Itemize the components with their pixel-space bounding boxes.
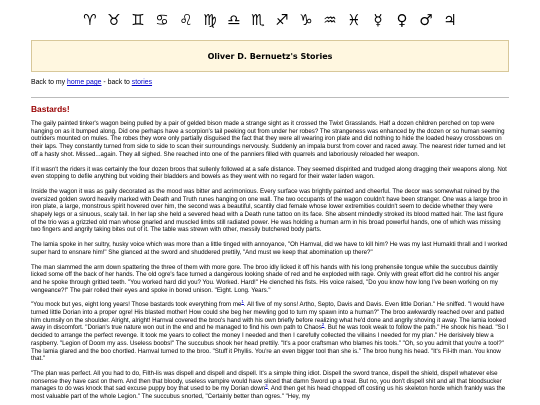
glyph-12: ♓	[347, 11, 361, 29]
glyph-5: ♌	[179, 11, 193, 29]
story-paragraph: Inside the wagon it was as gaily decorated as the mood was bitter and acrimonious. Every surface was brightly painted and cheerful. The decor was somewhat ruined by the oversized golden sword heavily marked with Death and Truth runes hanging on one wall. The two occupants of the wagon couldn't have been stranger. One was a large broo in iron plate, a large, monstrous spirit hovered over him, the second was a beautiful, scantily clad female whose lower extremities couldn't seem to decide whether they were shapely legs or a sinuous, scaly tail. In her lap she held a severed head with a Death rune tattoo on its face. She absent mindedly stroked its blood matted hair. The last figure of the trio was a grizzled old man whose gnarled and muscled limbs still radiated power. He was holding a human arm in his broad powerful hands, one of which was missing two fingers and angrily taking bites out of it. The table was strewn with other, messily butchered body parts.	[31, 187, 508, 234]
glyph-8: ♏	[251, 11, 265, 29]
story-paragraph	[31, 301, 509, 363]
glyph-4: ♋	[155, 11, 169, 29]
story-paragraph	[31, 370, 509, 401]
glyph-6: ♍	[203, 11, 217, 29]
paragraph-text: . All five of my sons! Artho, Septo, Davis and Davis. Even little Dorian." He sniffed. "I would have turned little Dorian into a proper ogre! His blasted mother! How could she beg her mewling god to turn my spawn into a human?" The broo awkwardly reached over and patted him clumsily on the shoulder.	[31, 301, 505, 324]
divider	[31, 97, 509, 98]
story-paragraph: The lamia spoke in her sultry, husky voice which was more than a little tinged with annoyance, "Oh Harnval, did we have to kill him? He was my last Humakti thrall and I worked super hard to ensnare him!" She glanced at the sword and shuddered prettily, "And must we keep that abomination up there?"	[31, 241, 508, 256]
story-paragraph: The gaily painted tinker's wagon being pulled by a pair of gelded bison made a strange sight as it crossed the Twixt Grasslands. Half a dozen children perched on top were hanging on as it bumped along. Did one perhaps have a scorpion's tail peeking out from under her robes? The strangeness was enhanced by the dozen or so human seeming outriders mounted on mules. The robes they wore only partially disguised the fact that they were all wearing iron plate and did nothing to hide the loaded heavy crossbows on their laps. They constantly turned from side to side to scan their surroundings nervously. Suddenly an impala burst from cover and raced away. The nearest rider turned and let off a hasty shot. Missed...again. They all sighed. She reached into one of the panniers filled with quarrels and laboriously reloaded her weapon.	[31, 120, 506, 158]
zodiac-glyph-banner	[0, 0, 540, 40]
paragraph-text: . But he was took weak to follow the path." He shook his head. "So I decided to arrange the perfect revenge. It took me years to collect the money I needed and then I carefully collected the villains I needed for my plan." He derisively blew a raspberry. "Legion of Doom my ass. Useless boobs!" The succubus shook her head prettily. "It's a poor craftsman who blames his tools." "Oh, so you admit that you're a tool?" The lamia glared and the boo chortled. Harnval turned to the broo. "Stuff it Phyllis. You're an even bigger tool than she is." The broo hung his head. "It's Fil-ith man. You know that."	[31, 324, 509, 363]
paragraph-text: "You mock but yes, eight long years! Those bastards took everything from me	[31, 301, 242, 309]
glyph-14: ♀	[396, 11, 408, 29]
page-title-box	[31, 40, 509, 72]
story-paragraph: The man slammed the arm down spattering the three of them with more gore. The broo idly licked it off his hands with his long prehensile tongue while the succubus daintily licked some off the back of her hands. The old ogre's face turned a dangerous looking shade of red and he exploded with rage. Only with great effort did he control his anger and he spoke through gritted teeth. "You worked hard did you? You. Worked. Hard!" He clenched his fists. His voice raised, "Do you know how long I've been working on my vengeance?!" The pair rolled their eyes and spoke in bored unison. "Eight. Long. Years."	[31, 263, 500, 294]
home-page-link[interactable]: home page	[67, 79, 102, 86]
breadcrumb-separator: - back to	[101, 79, 132, 86]
glyph-7: ♎	[227, 11, 241, 29]
glyph-2: ♉	[107, 11, 121, 29]
glyph-10: ♑	[299, 11, 313, 29]
breadcrumb	[31, 79, 509, 91]
page-title: Oliver D. Bernuetz's Stories	[207, 51, 333, 61]
glyph-3: ♊	[131, 11, 145, 29]
story-title: Bastards!	[31, 104, 70, 114]
footnote-link-1[interactable]: 1	[241, 299, 244, 305]
breadcrumb-prefix: Back to my	[31, 79, 67, 86]
glyph-11: ♒	[323, 11, 337, 29]
story-body	[31, 120, 509, 401]
paragraph-text: "The plan was perfect. All you had to do, Filth-lis was dispell and dispell and dispell. It's a simple thing idiot. Dispell the sword trance, dispell the shield, dispell whatever else nonsense they have cast on them. And then that bloody, useless vampire would have sliced that damn Sword up a treat. But no, you don't dispell shit and all that bloodsucker manages to do was knock that sad excuse puppy boy that used to be my Dorian down	[31, 369, 502, 393]
paragraph-text: Alright, alright! Harnval covered the broo's hand with his own briefly before realizing what he'd done and angrily shoving it away. The lamia looked away in discomfort. "Dorian's true nature won out in the end and he managed to find his own path to Chaos	[31, 316, 506, 332]
stories-link[interactable]: stories	[131, 79, 153, 86]
footnote-link-3[interactable]: 3	[265, 383, 268, 389]
glyph-9: ♐	[275, 11, 289, 29]
glyph-1: ♈	[83, 11, 97, 29]
story-paragraph: If it wasn't the riders it was certainly the four dozen broos that sullenly followed at a safe distance. They seemed dispirited and trudged along dragging their weapons along. Not even stopping to defile anything but voiding their bladders and bowels as they went with no regard for their water laden wagon.	[31, 165, 507, 181]
glyph-16: ♃	[443, 11, 457, 29]
footnote-link-2[interactable]: 2	[321, 322, 325, 328]
paragraph-text: . And then get his head chopped off costing us his skeleton horde which frankly was the most valuable part of the whole Legion." The succubus snorted, "Certainly better than ogres." "Hey, my	[31, 385, 506, 401]
glyph-13: ☿	[373, 11, 383, 29]
glyph-15: ♂	[419, 11, 433, 29]
